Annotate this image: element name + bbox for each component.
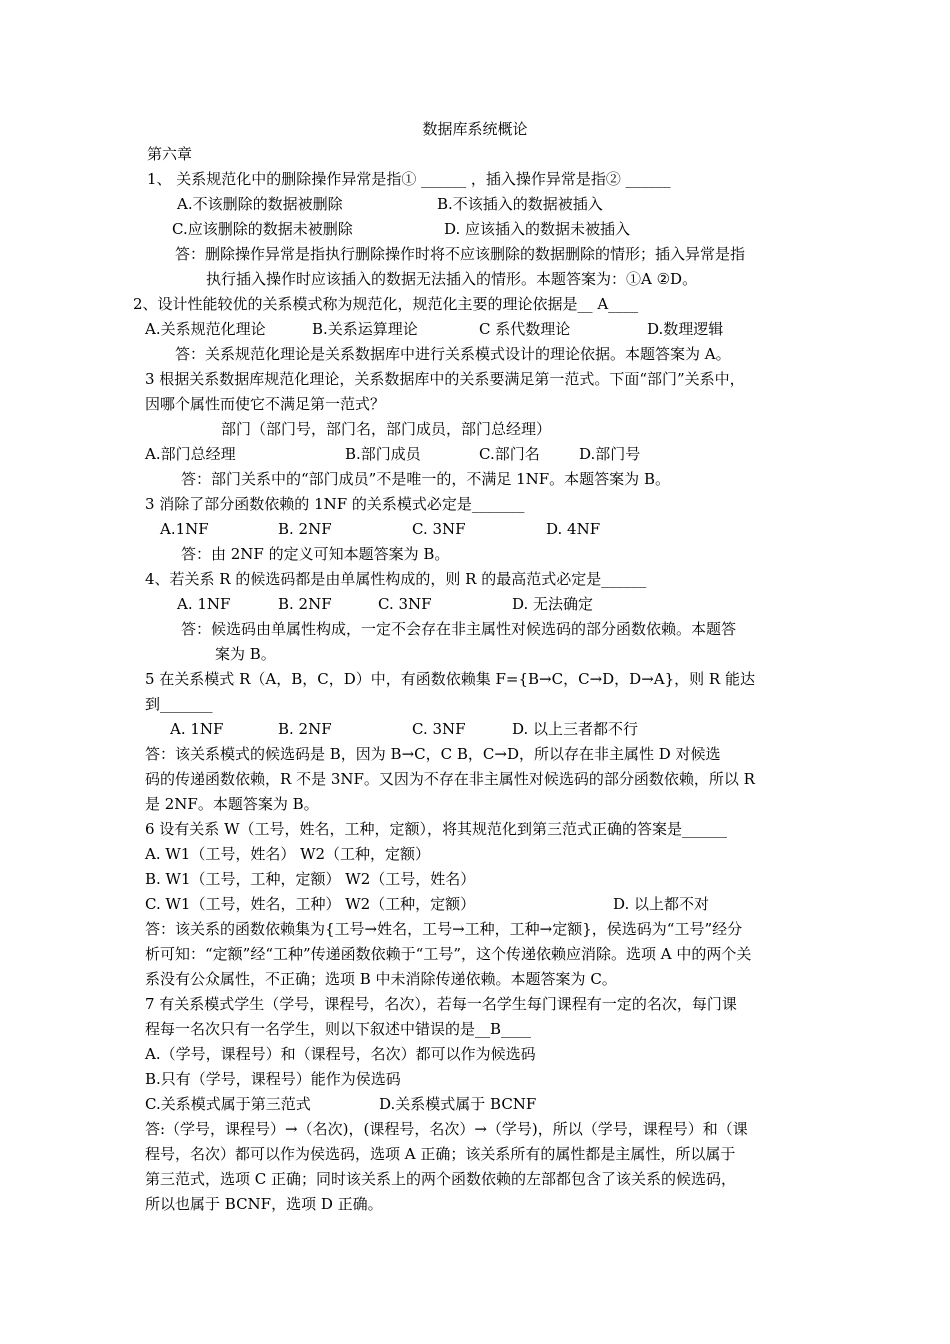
question-2-stem: 2、设计性能较优的关系模式称为规范化，规范化主要的理论依据是__ A____ [133, 295, 639, 313]
question-5-answer-line-2: 码的传递函数依赖，R 不是 3NF。又因为不存在非主属性对候选码的部分函数依赖，所以 R [145, 770, 755, 788]
option-a: A. 1NF [170, 720, 224, 738]
question-3b-stem: 3 消除了部分函数依赖的 1NF 的关系模式必定是_______ [145, 495, 525, 513]
option-d: D.部门号 [579, 445, 641, 463]
question-5-answer-line-1: 答：该关系模式的候选码是 B，因为 B→C，C B，C→D，所以存在非主属性 D 对候选 [145, 745, 721, 763]
option-b: B. 2NF [278, 520, 332, 538]
question-4-options [177, 592, 777, 616]
option-b: B. 2NF [278, 595, 332, 613]
option-c: C. 3NF [378, 595, 432, 613]
question-6-options-cd [145, 892, 795, 916]
question-7-answer-line-3: 第三范式，选项 C 正确；同时该关系上的两个函数依赖的左部都包含了该关系的候选码， [145, 1170, 737, 1188]
question-7-option-a: A.（学号，课程号）和（课程号，名次）都可以作为候选码 [145, 1045, 536, 1063]
question-7-stem-line-2: 程每一名次只有一名学生，则以下叙述中错误的是__B____ [145, 1020, 532, 1038]
option-c: C. 3NF [412, 520, 466, 538]
question-6-option-a: A. W1（工号，姓名） W2（工种，定额） [145, 845, 431, 863]
question-1-answer-line-2: 执行插入操作时应该插入的数据无法插入的情形。本题答案为：①A ②D。 [206, 270, 698, 288]
option-c: C. 3NF [412, 720, 466, 738]
question-2-options [145, 317, 795, 341]
option-d: D. 无法确定 [512, 595, 594, 613]
question-4-stem: 4、若关系 R 的候选码都是由单属性构成的，则 R 的最高范式必定是______ [145, 570, 647, 588]
question-7-options-cd [145, 1092, 745, 1116]
question-7-answer-line-2: 程号，名次）都可以作为侯选码，选项 A 正确；该关系所有的属性都是主属性，所以属于 [145, 1145, 736, 1163]
question-3-options [145, 442, 795, 466]
question-3-answer: 答：部门关系中的“部门成员”不是唯一的，不满足 1NF。本题答案为 B。 [181, 470, 670, 488]
option-c: C.部门名 [479, 445, 540, 463]
chapter-heading: 第六章 [147, 145, 193, 163]
question-3-relation: 部门（部门号，部门名，部门成员，部门总经理） [221, 420, 552, 438]
question-6-answer-line-2: 析可知：“定额”经“工种”传递函数依赖于“工号”，这个传递依赖应消除。选项 A 中的两个关 [145, 945, 752, 963]
question-7-option-b: B.只有（学号，课程号）能作为侯选码 [145, 1070, 401, 1088]
question-7-answer-line-1: 答:（学号，课程号）→（名次)，(课程号，名次）→（学号)，所以（学号，课程号）和（课 [145, 1120, 748, 1138]
question-6-answer-line-3: 系没有公众属性，不正确；选项 B 中未消除传递依赖。本题答案为 C。 [145, 970, 617, 988]
option-b: B.部门成员 [345, 445, 421, 463]
option-d: D. 应该插入的数据未被插入 [444, 220, 631, 238]
document-title: 数据库系统概论 [422, 120, 528, 138]
option-d: D.关系模式属于 BCNF [379, 1095, 537, 1113]
question-6-answer-line-1: 答：该关系的函数依赖集为{工号→姓名，工号→工种，工种→定额}，侯选码为“工号”经分 [145, 920, 743, 938]
question-5-options [170, 717, 790, 741]
question-6-option-b: B. W1（工号，工种，定额） W2（工号，姓名） [145, 870, 476, 888]
question-6-stem: 6 设有关系 W（工号，姓名，工种，定额），将其规范化到第三范式正确的答案是______ [145, 820, 728, 838]
question-1-answer-line-1: 答：删除操作异常是指执行删除操作时将不应该删除的数据删除的情形；插入异常是指 [175, 245, 746, 263]
option-b: B.不该插入的数据被插入 [437, 195, 603, 213]
option-c: C.应该删除的数据未被删除 [172, 220, 353, 238]
option-c: C.关系模式属于第三范式 [145, 1095, 311, 1113]
question-1-stem: 1、 关系规范化中的删除操作异常是指① ______ ，插入操作异常是指② ______ [147, 170, 671, 188]
option-d: D. 4NF [546, 520, 601, 538]
question-7-stem-line-1: 7 有关系模式学生（学号，课程号，名次），若每一名学生每门课程有一定的名次，每门课 [145, 995, 737, 1013]
question-5-answer-line-3: 是 2NF。本题答案为 B。 [145, 795, 319, 813]
question-3b-answer: 答：由 2NF 的定义可知本题答案为 B。 [181, 545, 450, 563]
question-3b-options [160, 517, 760, 541]
question-5-stem-line-2: 到_______ [145, 695, 213, 713]
question-3-stem-line-2: 因哪个属性而使它不满足第一范式？ [145, 395, 386, 413]
option-a: A.不该删除的数据被删除 [177, 195, 343, 213]
question-1-options-cd [172, 217, 792, 241]
question-1-options-ab [177, 192, 797, 216]
option-a: A. 1NF [177, 595, 231, 613]
option-c: C 系代数理论 [479, 320, 571, 338]
option-c: C. W1（工号，姓名，工种） W2（工种，定额） [145, 895, 476, 913]
option-a: A.关系规范化理论 [145, 320, 266, 338]
question-7-answer-line-4: 所以也属于 BCNF，选项 D 正确。 [145, 1195, 383, 1213]
question-3-stem-line-1: 3 根据关系数据库规范化理论，关系数据库中的关系要满足第一范式。下面“部门”关系中， [145, 370, 745, 388]
question-4-answer-line-2: 案为 B。 [215, 645, 276, 663]
option-d: D. 以上三者都不行 [512, 720, 639, 738]
question-2-answer: 答：关系规范化理论是关系数据库中进行关系模式设计的理论依据。本题答案为 A。 [175, 345, 731, 363]
option-b: B. 2NF [278, 720, 332, 738]
option-d: D.数理逻辑 [647, 320, 724, 338]
option-b: B.关系运算理论 [312, 320, 418, 338]
option-d: D. 以上都不对 [613, 895, 710, 913]
question-4-answer-line-1: 答：候选码由单属性构成，一定不会存在非主属性对候选码的部分函数依赖。本题答 [181, 620, 737, 638]
option-a: A.部门总经理 [145, 445, 236, 463]
question-5-stem-line-1: 5 在关系模式 R（A，B，C，D）中，有函数依赖集 F={B→C，C→D，D→A}，则 R 能达 [145, 670, 755, 688]
option-a: A.1NF [160, 520, 209, 538]
